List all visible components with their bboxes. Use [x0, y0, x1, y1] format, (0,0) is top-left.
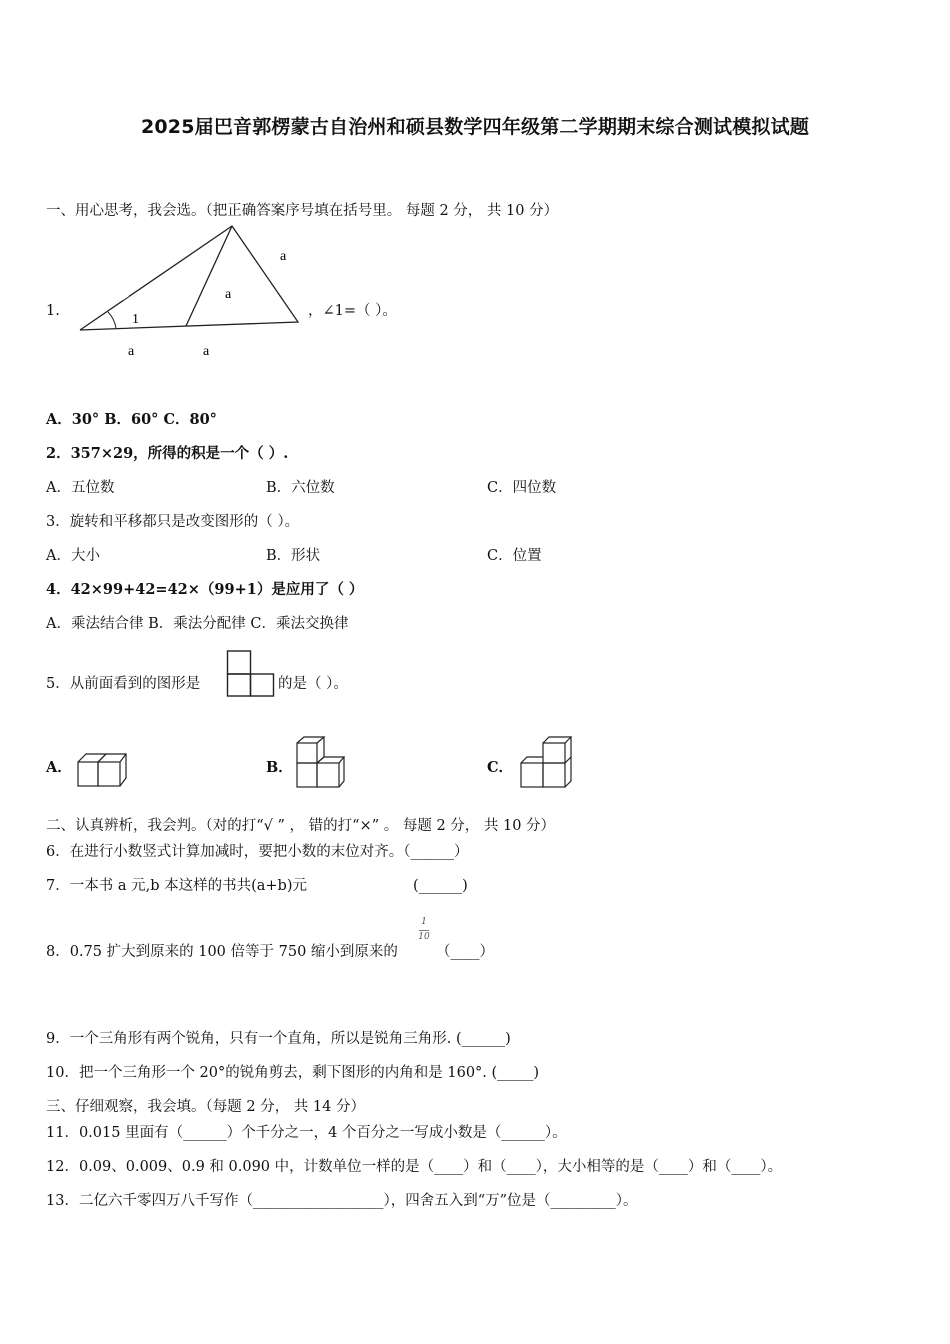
q8-blank: （____）: [436, 944, 494, 960]
q5-option-a-figure: [76, 748, 132, 790]
label-side-right: a: [280, 249, 287, 264]
q2-option-c: C．四位数: [487, 480, 557, 496]
q5-option-b-label: B．: [266, 759, 293, 776]
angle-1-arc: [108, 312, 116, 328]
q5-option-a-label: A．: [46, 759, 72, 776]
q8-fraction-denominator: 10: [418, 932, 430, 942]
section1-header: 一、用心思考，我会选。（把正确答案序号填在括号里。 每题 2 分， 共 10 分）: [46, 203, 559, 219]
q8-stem: 8．0.75 扩大到原来的 100 倍等于 750 缩小到原来的: [46, 944, 398, 960]
q2-option-b: B．六位数: [266, 480, 335, 496]
q13: 13．二亿六千零四万八千写作（__________________），四舍五入到“万”位是（_________）。: [46, 1193, 638, 1209]
q4-options: A．乘法结合律 B．乘法分配律 C．乘法交换律: [46, 616, 349, 632]
q5-stem-before: 5．从前面看到的图形是: [46, 676, 201, 692]
q2-option-a: A．五位数: [46, 480, 115, 496]
q7-blank: (______): [413, 878, 468, 894]
label-side-mid: a: [225, 287, 232, 302]
q1-options: A．30° B．60° C．80°: [46, 411, 217, 428]
q3-option-c: C．位置: [487, 548, 542, 564]
q4-stem: 4．42×99+42=42×（99+1）是应用了（ ）: [46, 581, 364, 598]
q10: 10．把一个三角形一个 20°的锐角剪去，剩下图形的内角和是 160°. (_____): [46, 1065, 540, 1081]
q5-option-c-figure: [517, 735, 577, 791]
q5-front-view-figure: [226, 649, 278, 699]
q3-option-a: A．大小: [46, 548, 100, 564]
q12: 12．0.09、0.009、0.9 和 0.090 中，计数单位一样的是（____）和（____），大小相等的是（____）和（____）。: [46, 1159, 783, 1175]
section2-header: 二、认真辨析，我会判。（对的打“√ ” ， 错的打“×” 。 每题 2 分， 共 10 分）: [46, 818, 556, 834]
label-base-left: a: [128, 344, 135, 359]
q1-stem: ，∠1=（ ）。: [308, 303, 397, 319]
label-base-right: a: [203, 344, 210, 359]
q7-stem: 7．一本书 a 元,b 本这样的书共(a+b)元: [46, 878, 307, 894]
q3-stem: 3．旋转和平移都只是改变图形的（ ）。: [46, 514, 300, 530]
q6: 6．在进行小数竖式计算加减时，要把小数的末位对齐。（______）: [46, 844, 469, 860]
label-angle-1: 1: [132, 312, 139, 327]
q11: 11．0.015 里面有（______）个千分之一，4 个百分之一写成小数是（______）。: [46, 1125, 567, 1141]
q9: 9．一个三角形有两个锐角，只有一个直角，所以是锐角三角形. (______): [46, 1031, 511, 1047]
q5-option-c-label: C．: [487, 759, 514, 776]
q1-number: 1.: [46, 303, 60, 319]
section3-header: 三、仔细观察，我会填。（每题 2 分， 共 14 分）: [46, 1099, 365, 1115]
q5-option-b-figure: [294, 735, 350, 791]
triangle-outline: [80, 226, 298, 330]
q2-stem: 2．357×29，所得的积是一个（ ）.: [46, 445, 289, 462]
page-title: 2025届巴音郭楞蒙古自治州和硕县数学四年级第二学期期末综合测试模拟试题: [140, 116, 810, 138]
q3-option-b: B．形状: [266, 548, 321, 564]
q8-fraction-numerator: 1: [421, 917, 427, 927]
q8-fraction-bar: [419, 930, 429, 931]
q5-stem-after: 的是（ ）。: [278, 676, 348, 692]
q1-triangle-figure: [70, 218, 320, 368]
